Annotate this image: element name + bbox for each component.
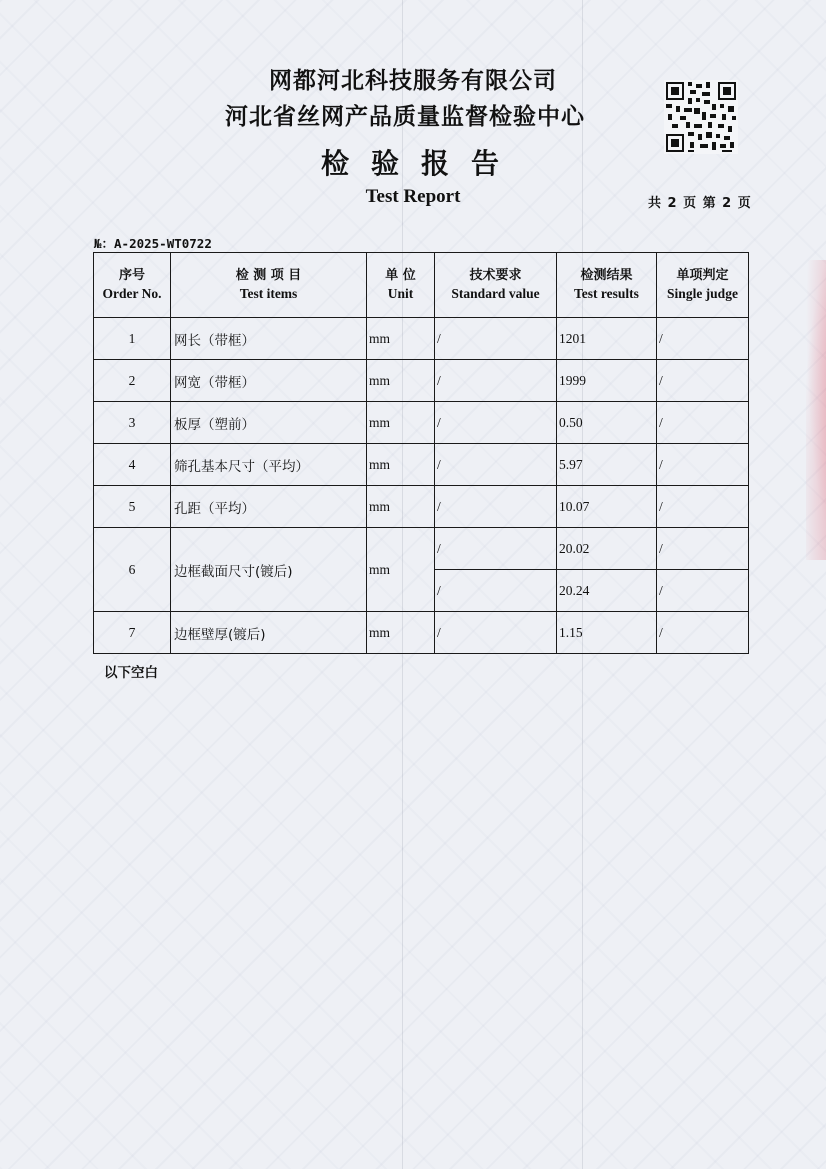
unit: mm bbox=[367, 360, 435, 402]
page-count: 共 2 页 第 2 页 bbox=[648, 196, 752, 211]
seal-stamp-edge bbox=[806, 260, 826, 560]
test-item: 边框壁厚(镀后) bbox=[171, 612, 367, 654]
test-item: 网宽（带框） bbox=[171, 360, 367, 402]
test-item: 网长（带框） bbox=[171, 318, 367, 360]
single-judge: / bbox=[657, 486, 749, 528]
test-item: 板厚（塑前） bbox=[171, 402, 367, 444]
report-title-cn: 检验报告 bbox=[320, 147, 521, 180]
table-header-row bbox=[94, 253, 749, 318]
unit: mm bbox=[367, 486, 435, 528]
blank-below-note: 以下空白 bbox=[104, 665, 158, 681]
single-judge: / bbox=[657, 318, 749, 360]
table-row bbox=[94, 360, 749, 402]
standard-value: / bbox=[435, 570, 557, 612]
qr-code-icon bbox=[664, 80, 738, 154]
unit: mm bbox=[367, 402, 435, 444]
order-no: 6 bbox=[94, 528, 171, 612]
table-row bbox=[94, 444, 749, 486]
order-no: 2 bbox=[94, 360, 171, 402]
order-no: 3 bbox=[94, 402, 171, 444]
header-order-no: 序号 Order No. bbox=[94, 253, 171, 318]
test-result: 1999 bbox=[557, 360, 657, 402]
test-item: 筛孔基本尺寸（平均） bbox=[171, 444, 367, 486]
test-result: 1.15 bbox=[557, 612, 657, 654]
table-row bbox=[94, 402, 749, 444]
order-no: 1 bbox=[94, 318, 171, 360]
inspection-center-name: 河北省丝网产品质量监督检验中心 bbox=[225, 104, 585, 130]
standard-value: / bbox=[435, 360, 557, 402]
order-no: 4 bbox=[94, 444, 171, 486]
order-no: 5 bbox=[94, 486, 171, 528]
company-name: 网都河北科技服务有限公司 bbox=[269, 68, 557, 94]
test-results-table bbox=[93, 252, 749, 654]
header-test-items: 检 测 项 目 Test items bbox=[171, 253, 367, 318]
standard-value: / bbox=[435, 402, 557, 444]
single-judge: / bbox=[657, 402, 749, 444]
standard-value: / bbox=[435, 612, 557, 654]
single-judge: / bbox=[657, 528, 749, 570]
standard-value: / bbox=[435, 444, 557, 486]
standard-value: / bbox=[435, 528, 557, 570]
test-item: 边框截面尺寸(镀后) bbox=[171, 528, 367, 612]
test-item: 孔距（平均） bbox=[171, 486, 367, 528]
test-result: 20.24 bbox=[557, 570, 657, 612]
header-single-judge: 单项判定 Single judge bbox=[657, 253, 749, 318]
report-title-en: Test Report bbox=[365, 186, 461, 207]
test-result: 5.97 bbox=[557, 444, 657, 486]
table-row bbox=[94, 486, 749, 528]
table-row bbox=[94, 612, 749, 654]
single-judge: / bbox=[657, 612, 749, 654]
order-no: 7 bbox=[94, 612, 171, 654]
test-result: 0.50 bbox=[557, 402, 657, 444]
report-number: №：A-2025-WT0722 bbox=[94, 236, 212, 251]
single-judge: / bbox=[657, 360, 749, 402]
test-result: 10.07 bbox=[557, 486, 657, 528]
single-judge: / bbox=[657, 444, 749, 486]
standard-value: / bbox=[435, 486, 557, 528]
header-standard-value: 技术要求 Standard value bbox=[435, 253, 557, 318]
table-row bbox=[94, 528, 749, 570]
unit: mm bbox=[367, 612, 435, 654]
unit: mm bbox=[367, 318, 435, 360]
test-result: 20.02 bbox=[557, 528, 657, 570]
test-result: 1201 bbox=[557, 318, 657, 360]
header-test-results: 检测结果 Test results bbox=[557, 253, 657, 318]
standard-value: / bbox=[435, 318, 557, 360]
table-row bbox=[94, 318, 749, 360]
unit: mm bbox=[367, 444, 435, 486]
header-unit: 单 位 Unit bbox=[367, 253, 435, 318]
single-judge: / bbox=[657, 570, 749, 612]
unit: mm bbox=[367, 528, 435, 612]
